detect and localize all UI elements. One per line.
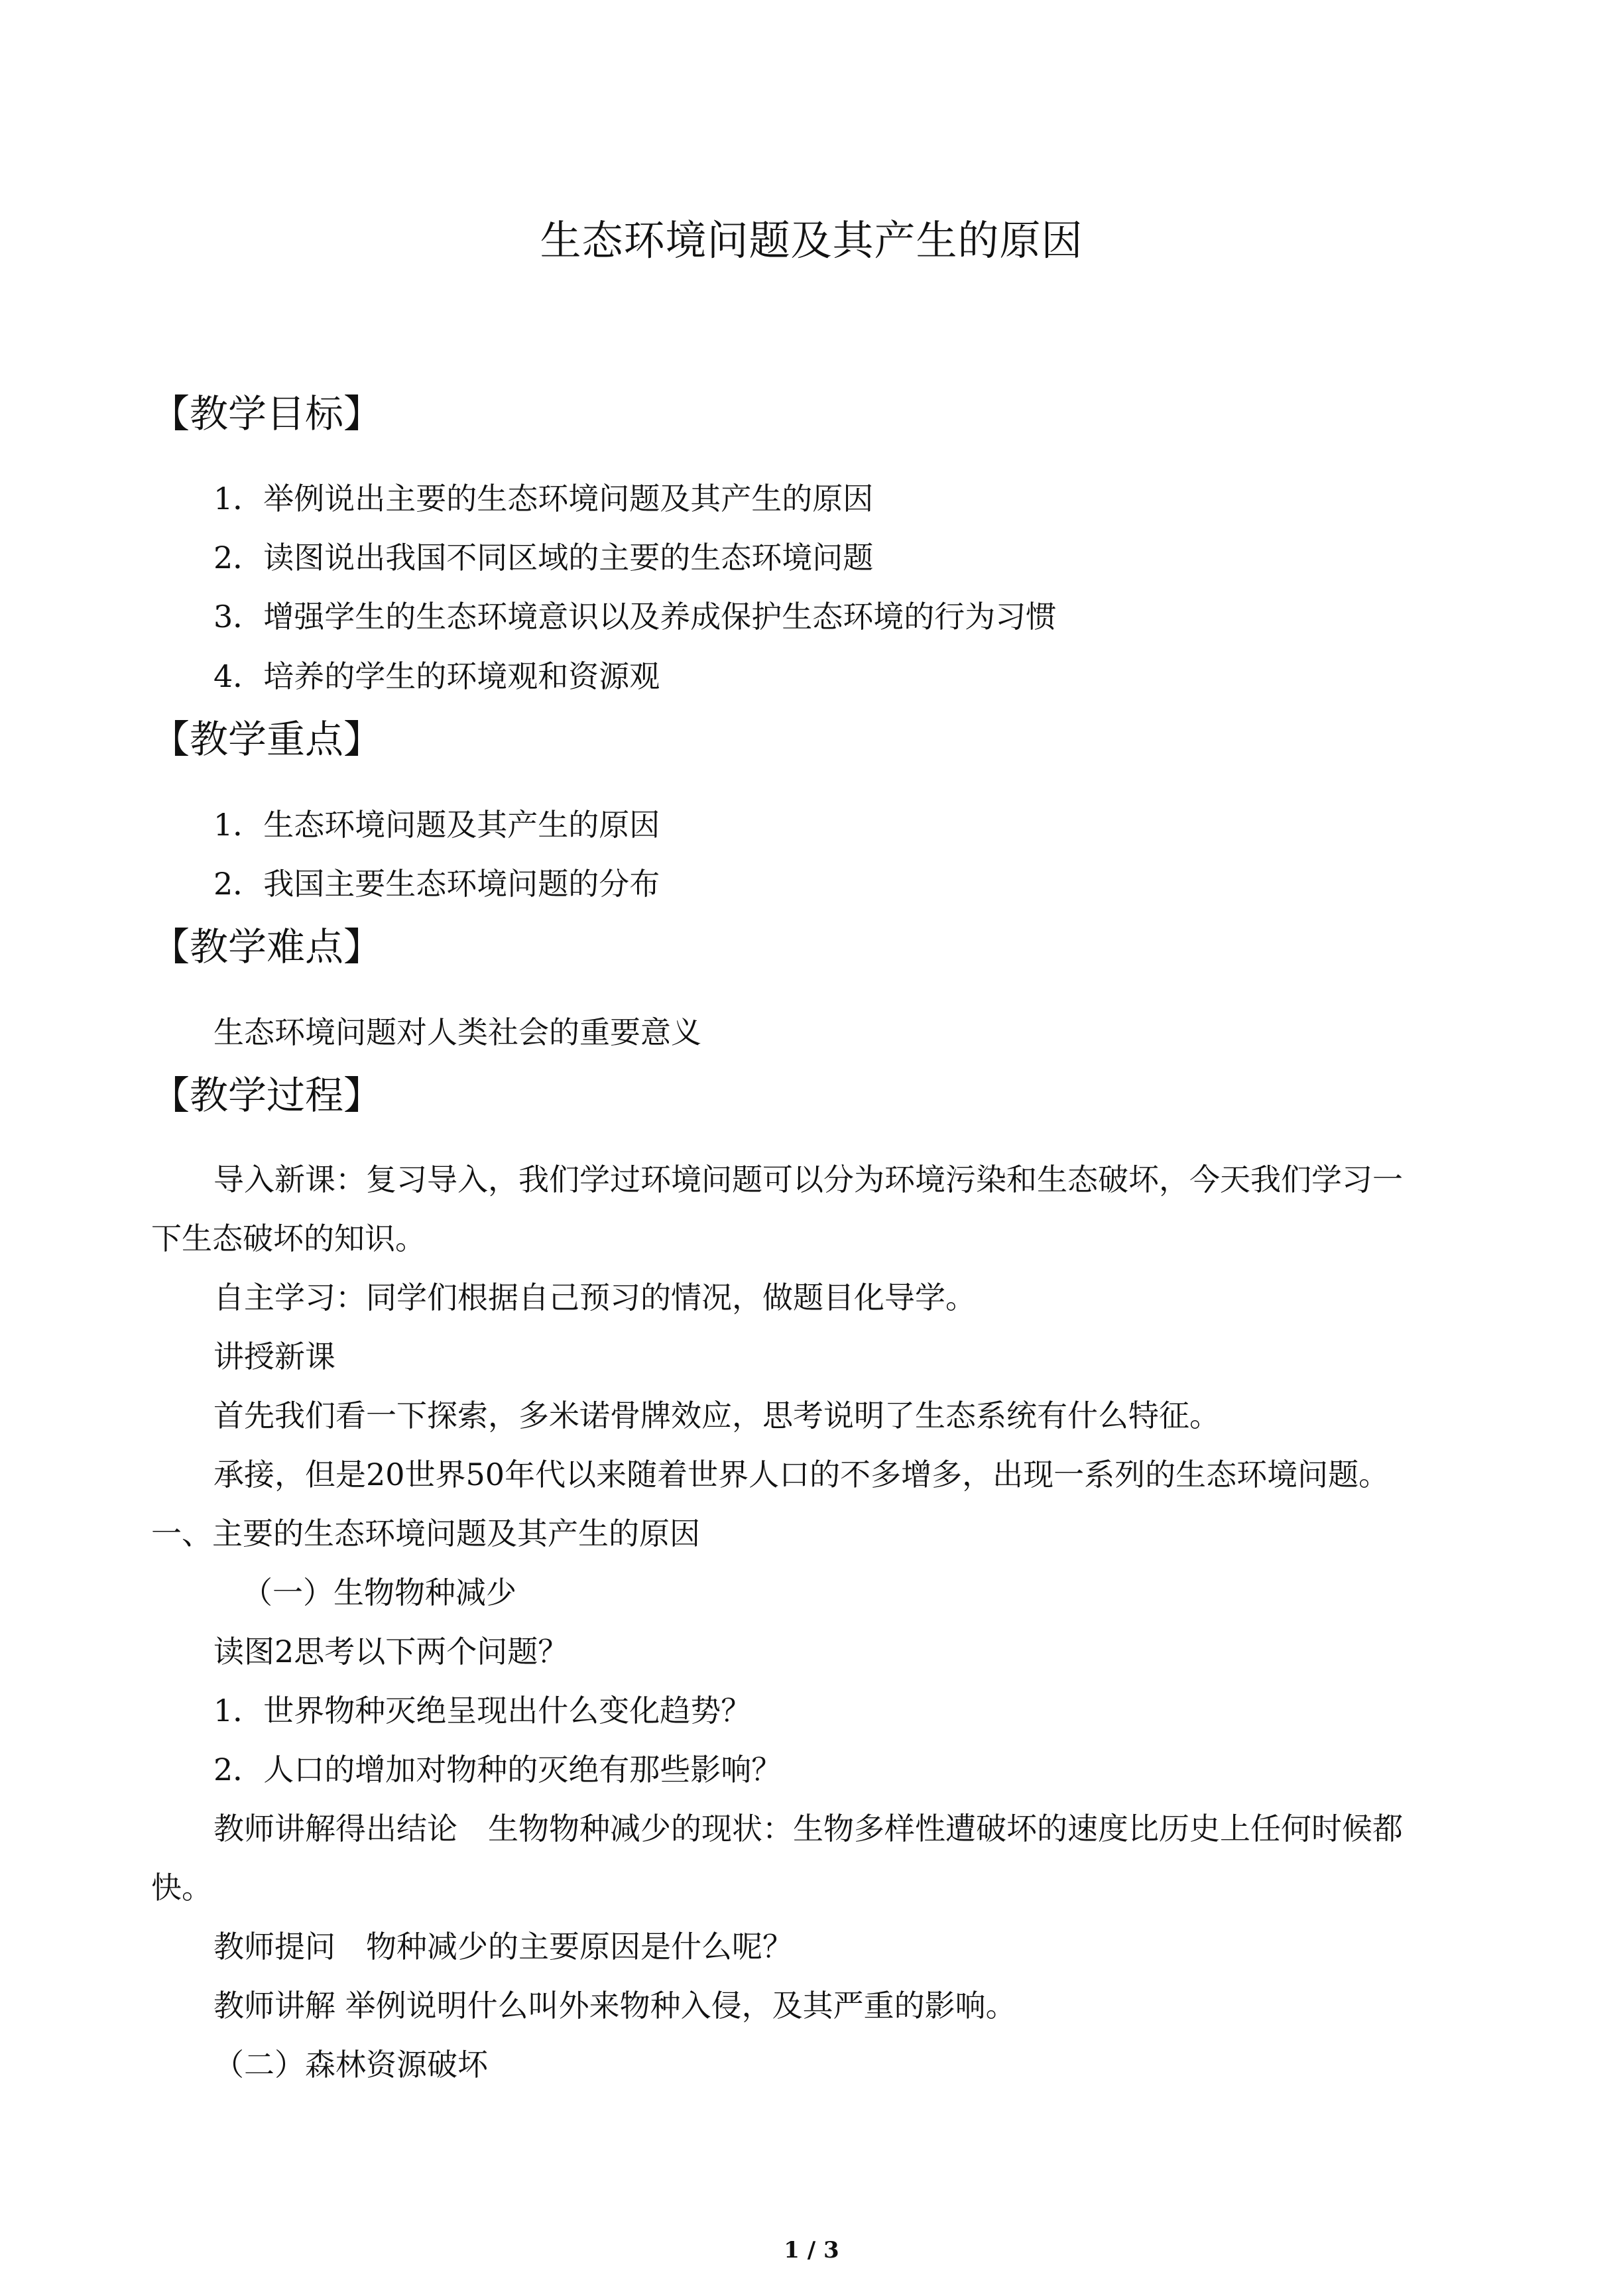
objective-item: 1．举例说出主要的生态环境问题及其产生的原因 xyxy=(213,481,874,516)
page-title: 生态环境问题及其产生的原因 xyxy=(540,216,1083,265)
process-heading: 【教学过程】 xyxy=(151,1073,383,1118)
section-heading: 一、主要的生态环境问题及其产生的原因 xyxy=(151,1516,700,1551)
conclusion-paragraph-line: 教师讲解得出结论 生物物种减少的现状：生物多样性遭破坏的速度比历史上任何时候都 xyxy=(213,1811,1403,1846)
key-points-heading: 【教学重点】 xyxy=(151,717,383,762)
page-number: 1 / 3 xyxy=(784,2237,839,2264)
key-point-item: 2．我国主要生态环境问题的分布 xyxy=(213,866,660,902)
new-lesson-label: 讲授新课 xyxy=(213,1339,335,1374)
intro-paragraph-line: 下生态破坏的知识。 xyxy=(151,1221,426,1256)
question-item: 1．世界物种灭绝呈现出什么变化趋势？ xyxy=(213,1693,752,1728)
objective-item: 2．读图说出我国不同区域的主要的生态环境问题 xyxy=(213,540,874,575)
teacher-question-paragraph: 教师提问 物种减少的主要原因是什么呢？ xyxy=(213,1929,793,1964)
conclusion-paragraph-line: 快。 xyxy=(151,1870,212,1905)
read-figure-paragraph: 读图2思考以下两个问题？ xyxy=(213,1634,569,1669)
objective-item: 4．培养的学生的环境观和资源观 xyxy=(213,658,660,694)
key-point-item: 1．生态环境问题及其产生的原因 xyxy=(213,807,660,843)
subsection-heading: （二）森林资源破坏 xyxy=(213,2047,488,2083)
intro-paragraph-line: 导入新课：复习导入，我们学过环境问题可以分为环境污染和生态破坏，今天我们学习一 xyxy=(213,1162,1403,1197)
subsection-heading: （一）生物物种减少 xyxy=(242,1575,516,1610)
difficulties-heading: 【教学难点】 xyxy=(151,924,383,969)
question-item: 2．人口的增加对物种的灭绝有那些影响？ xyxy=(213,1752,782,1787)
teacher-explain-paragraph: 教师讲解 举例说明什么叫外来物种入侵，及其严重的影响。 xyxy=(213,1988,1016,2024)
domino-paragraph: 首先我们看一下探索，多米诺骨牌效应，思考说明了生态系统有什么特征。 xyxy=(213,1398,1220,1433)
transition-paragraph: 承接，但是20世界50年代以来随着世界人口的不多增多，出现一系列的生态环境问题。 xyxy=(213,1457,1390,1492)
objectives-heading: 【教学目标】 xyxy=(151,391,383,436)
objective-item: 3．增强学生的生态环境意识以及养成保护生态环境的行为习惯 xyxy=(213,599,1057,634)
self-study-paragraph: 自主学习：同学们根据自己预习的情况，做题目化导学。 xyxy=(213,1280,976,1315)
difficulties-text: 生态环境问题对人类社会的重要意义 xyxy=(213,1014,701,1050)
